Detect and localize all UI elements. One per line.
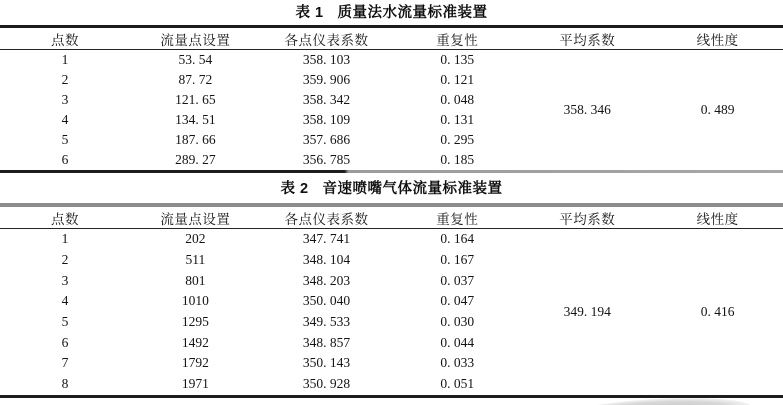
table-cell: 87. 72	[178, 72, 213, 87]
table-cell: 0. 135	[440, 52, 475, 67]
table-cell: 350. 143	[302, 355, 351, 371]
table-cell: 348. 203	[302, 272, 351, 288]
table-cell: 187. 66	[175, 132, 216, 147]
table-cell: 356. 785	[302, 152, 351, 167]
table2-body	[0, 229, 783, 395]
table-cell: 359. 906	[302, 72, 351, 87]
table2-col-avg-coefficient: 平均系数	[522, 207, 652, 229]
table-cell: 350. 928	[302, 376, 351, 392]
linearity-value: 0. 489	[700, 102, 735, 117]
table-cell: 0. 295	[440, 132, 475, 147]
table2-bottom-rule	[0, 395, 783, 398]
table-cell: 0. 121	[440, 72, 475, 87]
table-cell: 4	[61, 112, 69, 127]
table1-col-linearity: 线性度	[652, 28, 783, 50]
table-cell: 0. 167	[440, 252, 475, 268]
table-cell: 348. 857	[302, 334, 351, 350]
table-cell: 1	[61, 231, 69, 247]
table1-bottom-rule	[0, 170, 783, 173]
table1	[0, 28, 783, 170]
table-cell: 202	[185, 231, 206, 247]
table-cell: 0. 044	[440, 334, 475, 350]
table-cell: 3	[61, 272, 69, 288]
table1-col-avg-coefficient: 平均系数	[522, 28, 652, 50]
table-cell: 6	[61, 334, 69, 350]
table-cell: 4	[61, 293, 69, 309]
table-cell: 0. 033	[440, 355, 475, 371]
table-cell: 1971	[181, 376, 209, 392]
table2	[0, 207, 783, 395]
table-cell: 5	[61, 314, 69, 330]
table2-col-point-number: 点数	[0, 207, 130, 229]
linearity-value: 0. 416	[700, 303, 735, 319]
avg-coefficient-value: 358. 346	[563, 102, 611, 117]
table-cell: 801	[185, 272, 206, 288]
table-cell: 1792	[181, 355, 209, 371]
table-cell: 3	[61, 92, 69, 107]
table2-caption-index: 表 2	[280, 181, 309, 197]
table-cell: 349. 533	[302, 314, 351, 330]
table-cell: 289. 27	[175, 152, 216, 167]
table-cell: 0. 051	[440, 376, 475, 392]
table2-col-repeatability: 重复性	[392, 207, 522, 229]
table1-caption-index: 表 1	[295, 5, 324, 21]
table1-body	[0, 50, 783, 171]
table1-col-repeatability: 重复性	[392, 28, 522, 50]
table1-caption-title: 质量法水流量标准装置	[337, 5, 488, 21]
table-cell: 358. 109	[302, 112, 351, 127]
table-cell: 0. 037	[440, 272, 475, 288]
table-cell: 347. 741	[302, 231, 351, 247]
table-cell: 5	[61, 132, 69, 147]
table-cell: 0. 030	[440, 314, 475, 330]
table-cell: 348. 104	[302, 252, 351, 268]
table-cell: 358. 342	[302, 92, 351, 107]
table1-col-meter-coefficient: 各点仪表系数	[261, 28, 393, 50]
table-row	[0, 229, 783, 250]
table-cell: 511	[185, 252, 206, 268]
table1-caption	[0, 0, 783, 23]
table-cell: 6	[61, 152, 69, 167]
table-cell: 0. 131	[440, 112, 475, 127]
table2-caption-title: 音速喷嘴气体流量标准装置	[322, 181, 503, 197]
table2-col-flow-setting: 流量点设置	[130, 207, 261, 229]
table2-header-row	[0, 207, 783, 229]
table-cell: 357. 686	[302, 132, 351, 147]
table-cell: 0. 164	[440, 231, 475, 247]
table2-caption	[0, 180, 783, 199]
table-cell: 2	[61, 72, 69, 87]
table-cell: 0. 185	[440, 152, 475, 167]
table1-header-row	[0, 28, 783, 50]
table-cell: 53. 54	[178, 52, 213, 67]
table-cell: 1492	[181, 334, 209, 350]
table-row	[0, 50, 783, 71]
table2-col-meter-coefficient: 各点仪表系数	[261, 207, 393, 229]
table-cell: 7	[61, 355, 69, 371]
table-cell: 134. 51	[175, 112, 216, 127]
table-cell: 358. 103	[302, 52, 351, 67]
table1-col-flow-setting: 流量点设置	[130, 28, 261, 50]
table1-col-point-number: 点数	[0, 28, 130, 50]
table-cell: 0. 048	[440, 92, 475, 107]
table2-col-linearity: 线性度	[652, 207, 783, 229]
table-cell: 350. 040	[302, 293, 351, 309]
table-cell: 1295	[181, 314, 209, 330]
table-cell: 8	[61, 376, 69, 392]
table-cell: 121. 65	[175, 92, 216, 107]
table-cell: 1010	[181, 293, 209, 309]
table-cell: 2	[61, 252, 69, 268]
avg-coefficient-value: 349. 194	[563, 303, 611, 319]
table-cell: 0. 047	[440, 293, 475, 309]
table-cell: 1	[61, 52, 69, 67]
